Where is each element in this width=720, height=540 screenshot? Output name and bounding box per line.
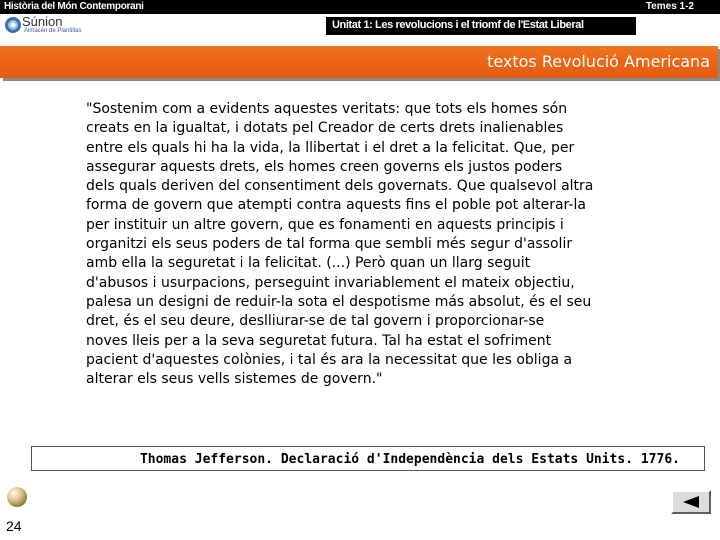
arrow-left-icon [683,496,699,508]
unit-subtitle-box [326,17,636,35]
page-number: 24 [6,518,22,534]
section-title: textos Revolució Americana [487,52,710,71]
section-band [0,46,718,78]
top-left-title: Història del Món Contemporani [4,1,144,12]
top-right-label: Temes 1-2 [645,1,694,12]
logo-tagline: Almacén de Plantillas [24,28,82,34]
sunion-logo-icon [4,16,22,34]
previous-slide-button[interactable] [671,490,711,514]
logo [2,14,82,36]
sphere-icon[interactable] [7,487,27,507]
logo-name: Súnion [22,14,63,29]
quote-text: "Sostenim com a evidents aquestes veritats: que tots els homes són creats en la igualtat, i dotats pel Creador de certs drets inalienables entre els quals hi ha la vida, la llibertat i el dret a la felicitat. Que, per assegurar aquests drets, els homes creen governs els justos poders dels quals deriven del consentiment dels governats. Que qualsevol altra forma de govern que atempti contra aquests fins el poble pot alterar-la per instituir un altre govern, que es fonamenti en aquests principis i organitzi els seus poders de tal forma que sembli més segur d'assolir amb ella la seguretat i la felicitat. (...) Però quan un llarg seguit d'abusos i usurpacions, perseguint invariablement el mateix objectiu, palesa un designi de reduir-la sota el despotisme más absolut, és el seu dret, és el seu deure, deslliurar-se de tal govern i proporcionar-se noves lleis per a la seva seguretat futura. Tal ha estat el sofriment pacient d'aquestes colònies, i tal és ara la necessitat que les obliga a alterar els seus vells sistemes de govern." [86,101,594,388]
citation-box [31,446,705,471]
unit-subtitle: Unitat 1: Les revolucions i el triomf de l'Estat Liberal [332,19,584,31]
citation-text: Thomas Jefferson. Declaració d'Independència dels Estats Units. 1776. [139,452,680,467]
top-bar [0,0,720,14]
